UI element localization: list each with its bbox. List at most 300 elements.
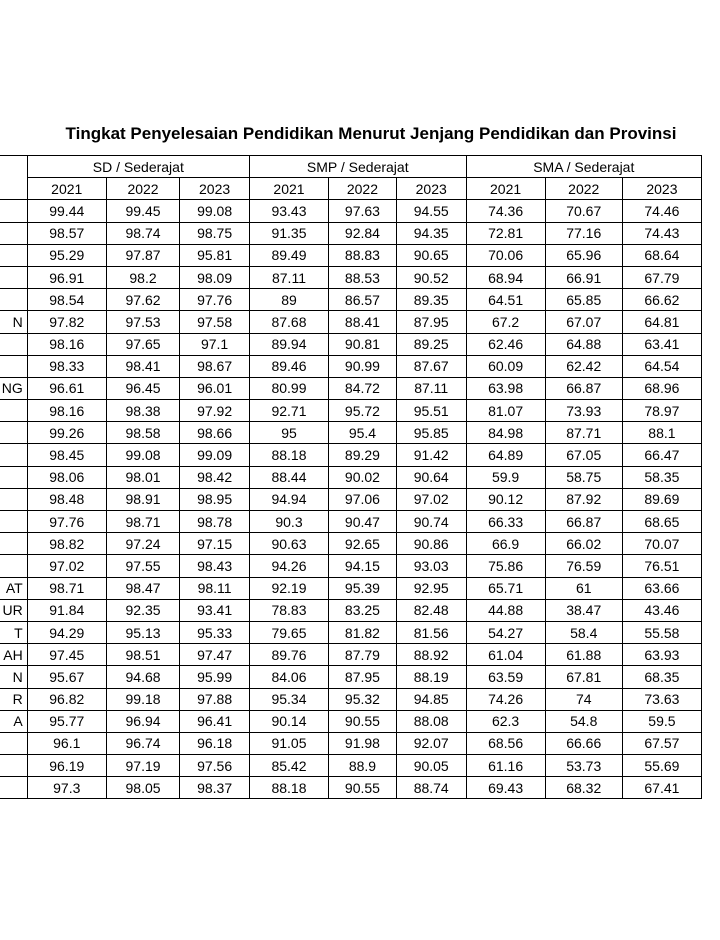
value-cell: 62.46 [466,333,545,355]
value-cell: 78.83 [249,599,328,621]
value-cell: 97.58 [180,311,250,333]
value-cell: 67.81 [545,666,622,688]
value-cell: 66.47 [622,444,701,466]
value-cell: 87.11 [396,377,466,399]
value-cell: 96.61 [27,377,106,399]
value-cell: 38.47 [545,599,622,621]
province-cell [0,400,27,422]
value-cell: 89.94 [249,333,328,355]
table-row [0,444,702,466]
value-cell: 89.29 [329,444,397,466]
table-row [0,577,702,599]
value-cell: 98.01 [106,466,179,488]
value-cell: 89.76 [249,644,328,666]
value-cell: 91.84 [27,599,106,621]
province-cell: N [0,311,27,333]
table-row [0,311,702,333]
value-cell: 63.41 [622,333,701,355]
value-cell: 95.34 [249,688,328,710]
value-cell: 62.42 [545,355,622,377]
value-cell: 90.74 [396,511,466,533]
value-cell: 66.91 [545,266,622,288]
value-cell: 74.26 [466,688,545,710]
value-cell: 95.29 [27,244,106,266]
table-row [0,755,702,777]
value-cell: 97.63 [329,200,397,222]
value-cell: 98.66 [180,422,250,444]
value-cell: 95.81 [180,244,250,266]
value-cell: 58.75 [545,466,622,488]
value-cell: 99.44 [27,200,106,222]
province-cell: NG [0,377,27,399]
value-cell: 69.43 [466,777,545,799]
year-header-2-1: 2022 [545,178,622,200]
value-cell: 86.57 [329,289,397,311]
value-cell: 73.93 [545,400,622,422]
value-cell: 78.97 [622,400,701,422]
group-header-1: SMP / Sederajat [249,156,466,178]
value-cell: 87.68 [249,311,328,333]
value-cell: 91.05 [249,732,328,754]
value-cell: 81.56 [396,621,466,643]
table-row [0,621,702,643]
value-cell: 98.48 [27,488,106,510]
value-cell: 81.07 [466,400,545,422]
value-cell: 66.9 [466,533,545,555]
value-cell: 95.85 [396,422,466,444]
table-row [0,777,702,799]
province-cell [0,555,27,577]
value-cell: 65.96 [545,244,622,266]
value-cell: 87.11 [249,266,328,288]
table-row [0,488,702,510]
value-cell: 65.85 [545,289,622,311]
value-cell: 64.54 [622,355,701,377]
table-row [0,599,702,621]
value-cell: 95.32 [329,688,397,710]
value-cell: 92.07 [396,732,466,754]
value-cell: 88.83 [329,244,397,266]
value-cell: 61.88 [545,644,622,666]
value-cell: 98.91 [106,488,179,510]
table-row [0,666,702,688]
value-cell: 97.62 [106,289,179,311]
value-cell: 93.43 [249,200,328,222]
value-cell: 88.19 [396,666,466,688]
value-cell: 97.24 [106,533,179,555]
province-cell [0,511,27,533]
value-cell: 67.41 [622,777,701,799]
value-cell: 95.39 [329,577,397,599]
value-cell: 65.71 [466,577,545,599]
value-cell: 99.09 [180,444,250,466]
value-cell: 90.47 [329,511,397,533]
province-cell [0,422,27,444]
value-cell: 89.46 [249,355,328,377]
value-cell: 76.59 [545,555,622,577]
value-cell: 90.64 [396,466,466,488]
value-cell: 96.1 [27,732,106,754]
value-cell: 97.65 [106,333,179,355]
year-header-0-1: 2022 [106,178,179,200]
value-cell: 98.06 [27,466,106,488]
value-cell: 76.51 [622,555,701,577]
value-cell: 59.9 [466,466,545,488]
completion-rate-table [0,155,702,799]
value-cell: 90.52 [396,266,466,288]
value-cell: 97.82 [27,311,106,333]
value-cell: 90.3 [249,511,328,533]
value-cell: 94.26 [249,555,328,577]
value-cell: 80.99 [249,377,328,399]
value-cell: 98.95 [180,488,250,510]
year-header-0-2: 2023 [180,178,250,200]
value-cell: 67.2 [466,311,545,333]
province-cell [0,755,27,777]
value-cell: 77.16 [545,222,622,244]
value-cell: 64.51 [466,289,545,311]
value-cell: 93.03 [396,555,466,577]
value-cell: 84.72 [329,377,397,399]
province-cell [0,732,27,754]
data-table-viewport [0,155,720,825]
year-header-1-0: 2021 [249,178,328,200]
value-cell: 66.62 [622,289,701,311]
value-cell: 98.16 [27,333,106,355]
value-cell: 74.43 [622,222,701,244]
year-header-1-2: 2023 [396,178,466,200]
group-header-0: SD / Sederajat [27,156,249,178]
value-cell: 70.67 [545,200,622,222]
value-cell: 73.63 [622,688,701,710]
table-row [0,710,702,732]
value-cell: 64.81 [622,311,701,333]
value-cell: 97.1 [180,333,250,355]
value-cell: 97.15 [180,533,250,555]
value-cell: 87.71 [545,422,622,444]
province-cell: AT [0,577,27,599]
value-cell: 96.41 [180,710,250,732]
value-cell: 90.65 [396,244,466,266]
value-cell: 87.95 [329,666,397,688]
table-row [0,511,702,533]
value-cell: 96.74 [106,732,179,754]
value-cell: 94.29 [27,621,106,643]
value-cell: 66.66 [545,732,622,754]
value-cell: 74.46 [622,200,701,222]
value-cell: 44.88 [466,599,545,621]
value-cell: 98.75 [180,222,250,244]
value-cell: 98.37 [180,777,250,799]
value-cell: 61.16 [466,755,545,777]
value-cell: 88.18 [249,444,328,466]
value-cell: 98.71 [27,577,106,599]
value-cell: 68.96 [622,377,701,399]
value-cell: 74.36 [466,200,545,222]
year-header-0-0: 2021 [27,178,106,200]
value-cell: 97.56 [180,755,250,777]
value-cell: 99.08 [180,200,250,222]
province-cell [0,466,27,488]
value-cell: 90.81 [329,333,397,355]
value-cell: 68.65 [622,511,701,533]
value-cell: 98.11 [180,577,250,599]
value-cell: 95 [249,422,328,444]
value-cell: 72.81 [466,222,545,244]
value-cell: 90.02 [329,466,397,488]
table-row [0,289,702,311]
value-cell: 87.92 [545,488,622,510]
value-cell: 97.19 [106,755,179,777]
value-cell: 64.88 [545,333,622,355]
value-cell: 90.63 [249,533,328,555]
value-cell: 88.44 [249,466,328,488]
value-cell: 88.92 [396,644,466,666]
value-cell: 95.51 [396,400,466,422]
value-cell: 79.65 [249,621,328,643]
value-cell: 98.78 [180,511,250,533]
table-row [0,200,702,222]
header-row-groups [0,156,702,178]
value-cell: 63.66 [622,577,701,599]
value-cell: 98.74 [106,222,179,244]
value-cell: 89.69 [622,488,701,510]
value-cell: 99.08 [106,444,179,466]
value-cell: 94.94 [249,488,328,510]
province-cell [0,289,27,311]
value-cell: 67.07 [545,311,622,333]
value-cell: 98.51 [106,644,179,666]
year-header-2-0: 2021 [466,178,545,200]
value-cell: 87.95 [396,311,466,333]
value-cell: 99.18 [106,688,179,710]
table-row [0,377,702,399]
value-cell: 97.02 [396,488,466,510]
group-header-2: SMA / Sederajat [466,156,701,178]
table-row [0,266,702,288]
table-row [0,355,702,377]
value-cell: 95.33 [180,621,250,643]
value-cell: 67.05 [545,444,622,466]
value-cell: 88.9 [329,755,397,777]
value-cell: 68.56 [466,732,545,754]
value-cell: 70.06 [466,244,545,266]
value-cell: 99.26 [27,422,106,444]
value-cell: 98.58 [106,422,179,444]
table-row [0,644,702,666]
province-cell: T [0,621,27,643]
value-cell: 84.98 [466,422,545,444]
table-row [0,400,702,422]
value-cell: 90.55 [329,777,397,799]
value-cell: 88.08 [396,710,466,732]
value-cell: 98.54 [27,289,106,311]
province-header-cell [0,156,27,200]
value-cell: 66.02 [545,533,622,555]
province-cell [0,533,27,555]
value-cell: 92.19 [249,577,328,599]
value-cell: 89.35 [396,289,466,311]
value-cell: 95.77 [27,710,106,732]
value-cell: 68.64 [622,244,701,266]
value-cell: 68.94 [466,266,545,288]
value-cell: 81.82 [329,621,397,643]
value-cell: 94.35 [396,222,466,244]
value-cell: 66.87 [545,377,622,399]
year-header-1-1: 2022 [329,178,397,200]
value-cell: 68.35 [622,666,701,688]
value-cell: 63.98 [466,377,545,399]
value-cell: 89 [249,289,328,311]
value-cell: 92.65 [329,533,397,555]
value-cell: 97.45 [27,644,106,666]
value-cell: 92.95 [396,577,466,599]
value-cell: 97.55 [106,555,179,577]
value-cell: 64.89 [466,444,545,466]
value-cell: 97.87 [106,244,179,266]
table-row [0,244,702,266]
value-cell: 87.67 [396,355,466,377]
province-cell: R [0,688,27,710]
value-cell: 98.47 [106,577,179,599]
value-cell: 96.91 [27,266,106,288]
value-cell: 92.84 [329,222,397,244]
value-cell: 67.57 [622,732,701,754]
value-cell: 96.01 [180,377,250,399]
province-cell: AH [0,644,27,666]
value-cell: 63.93 [622,644,701,666]
value-cell: 90.14 [249,710,328,732]
value-cell: 96.94 [106,710,179,732]
table-row [0,222,702,244]
value-cell: 96.18 [180,732,250,754]
value-cell: 84.06 [249,666,328,688]
province-cell: N [0,666,27,688]
value-cell: 82.48 [396,599,466,621]
province-cell: A [0,710,27,732]
value-cell: 98.41 [106,355,179,377]
value-cell: 96.82 [27,688,106,710]
value-cell: 97.76 [27,511,106,533]
value-cell: 98.45 [27,444,106,466]
value-cell: 95.67 [27,666,106,688]
value-cell: 43.46 [622,599,701,621]
value-cell: 58.4 [545,621,622,643]
value-cell: 97.06 [329,488,397,510]
value-cell: 95.13 [106,621,179,643]
value-cell: 97.47 [180,644,250,666]
value-cell: 74 [545,688,622,710]
value-cell: 90.05 [396,755,466,777]
province-cell [0,222,27,244]
value-cell: 93.41 [180,599,250,621]
value-cell: 97.53 [106,311,179,333]
table-row [0,422,702,444]
value-cell: 96.19 [27,755,106,777]
value-cell: 63.59 [466,666,545,688]
value-cell: 97.76 [180,289,250,311]
value-cell: 70.07 [622,533,701,555]
value-cell: 61 [545,577,622,599]
value-cell: 98.09 [180,266,250,288]
value-cell: 60.09 [466,355,545,377]
value-cell: 66.87 [545,511,622,533]
province-cell [0,266,27,288]
value-cell: 67.79 [622,266,701,288]
value-cell: 96.45 [106,377,179,399]
value-cell: 99.45 [106,200,179,222]
province-cell [0,777,27,799]
value-cell: 97.88 [180,688,250,710]
value-cell: 89.25 [396,333,466,355]
value-cell: 55.69 [622,755,701,777]
page-title: Tingkat Penyelesaian Pendidikan Menurut Jenjang Pendidikan dan Provinsi [65,124,677,143]
value-cell: 97.3 [27,777,106,799]
value-cell: 87.79 [329,644,397,666]
value-cell: 92.35 [106,599,179,621]
value-cell: 59.5 [622,710,701,732]
value-cell: 98.57 [27,222,106,244]
table-row [0,466,702,488]
value-cell: 88.53 [329,266,397,288]
value-cell: 88.18 [249,777,328,799]
province-cell [0,488,27,510]
province-cell [0,444,27,466]
table-row [0,555,702,577]
value-cell: 91.42 [396,444,466,466]
value-cell: 94.55 [396,200,466,222]
value-cell: 85.42 [249,755,328,777]
value-cell: 98.82 [27,533,106,555]
value-cell: 98.16 [27,400,106,422]
value-cell: 61.04 [466,644,545,666]
value-cell: 88.41 [329,311,397,333]
province-cell: UR [0,599,27,621]
value-cell: 97.02 [27,555,106,577]
header-row-years [0,178,702,200]
value-cell: 98.42 [180,466,250,488]
value-cell: 98.43 [180,555,250,577]
value-cell: 88.74 [396,777,466,799]
province-cell [0,355,27,377]
value-cell: 92.71 [249,400,328,422]
value-cell: 58.35 [622,466,701,488]
province-cell [0,244,27,266]
value-cell: 90.12 [466,488,545,510]
table-row [0,688,702,710]
year-header-2-2: 2023 [622,178,701,200]
value-cell: 68.32 [545,777,622,799]
value-cell: 53.73 [545,755,622,777]
value-cell: 90.99 [329,355,397,377]
value-cell: 95.99 [180,666,250,688]
value-cell: 54.27 [466,621,545,643]
value-cell: 88.1 [622,422,701,444]
value-cell: 98.38 [106,400,179,422]
value-cell: 97.92 [180,400,250,422]
value-cell: 95.4 [329,422,397,444]
value-cell: 55.58 [622,621,701,643]
value-cell: 94.15 [329,555,397,577]
province-cell [0,200,27,222]
value-cell: 98.67 [180,355,250,377]
value-cell: 98.71 [106,511,179,533]
table-row [0,333,702,355]
value-cell: 94.85 [396,688,466,710]
value-cell: 54.8 [545,710,622,732]
value-cell: 95.72 [329,400,397,422]
value-cell: 90.86 [396,533,466,555]
